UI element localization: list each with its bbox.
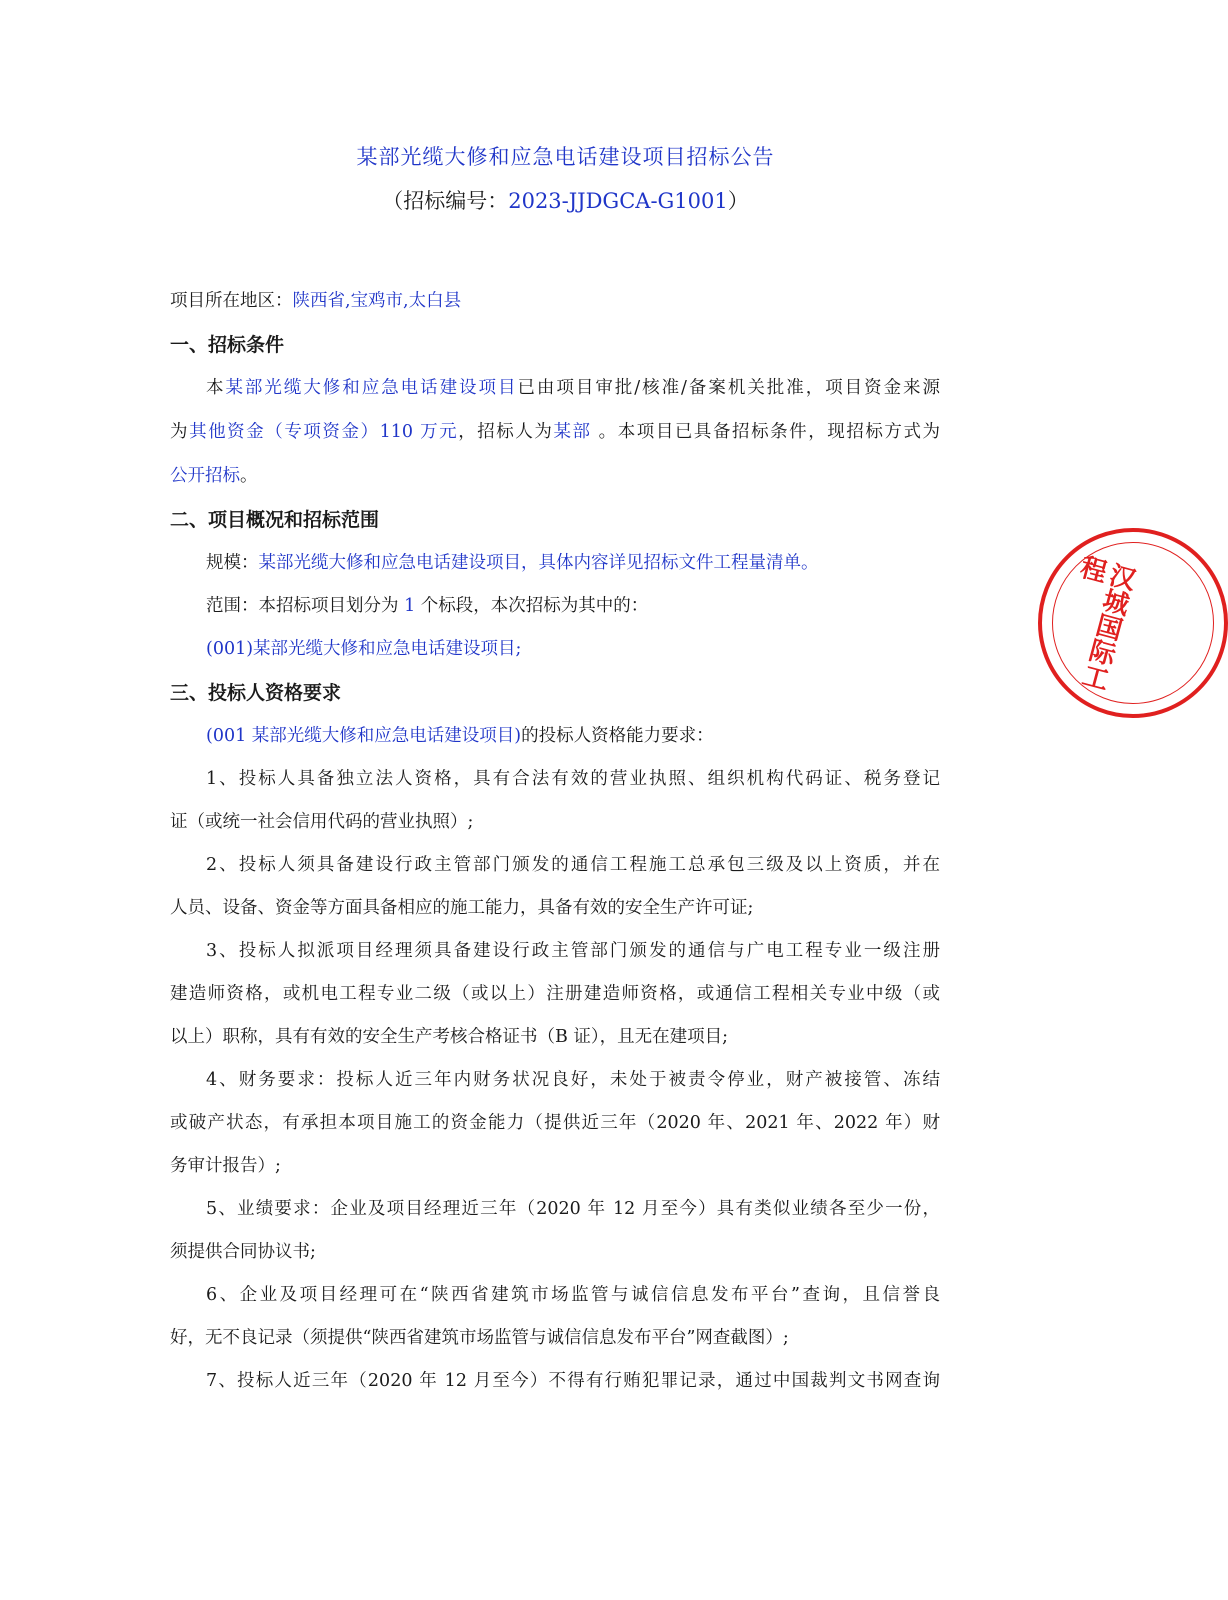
s1-text-tenderer: ，招标人为 <box>458 422 554 442</box>
location-value: 陕西省,宝鸡市,太白县 <box>292 291 462 311</box>
req-4-line-2: 或破产状态，有承担本项目施工的资金能力（提供近三年（2020 年、2021 年、2022 年）财 <box>170 1113 940 1133</box>
s1-project-name: 某部光缆大修和应急电话建设项目 <box>225 378 518 398</box>
document-title: 某部光缆大修和应急电话建设项目招标公告 <box>356 145 775 169</box>
document-body <box>170 288 940 1395</box>
s1-text-a: 本 <box>206 378 226 398</box>
req-6-line-1: 6、企业及项目经理可在“陕西省建筑市场监管与诚信信息发布平台”查询，且信誉良 <box>206 1285 940 1305</box>
s2-scale-value: 某部光缆大修和应急电话建设项目，具体内容详见招标文件工程量清单。 <box>258 553 819 573</box>
s2-lot-count: 1 <box>404 596 416 616</box>
s1-fund-source: 其他资金（专项资金）110 万元 <box>189 422 459 442</box>
s1-tenderer: 某部 <box>553 422 592 442</box>
s2-scale-label: 规模： <box>206 553 259 573</box>
req-6-line-2: 好，无不良记录（须提供“陕西省建筑市场监管与诚信信息发布平台”网查截图）; <box>170 1328 789 1348</box>
req-3-line-1: 3、投标人拟派项目经理须具备建设行政主管部门颁发的通信与广电工程专业一级注册 <box>206 941 940 961</box>
location-label: 项目所在地区： <box>170 291 293 311</box>
s2-lot-line: (001)某部光缆大修和应急电话建设项目; <box>206 639 522 659</box>
tender-code-value: 2023-JJDGCA-G1001 <box>508 189 728 213</box>
req-2-line-1: 2、投标人须具备建设行政主管部门颁发的通信工程施工总承包三级及以上资质，并在 <box>206 855 940 875</box>
req-2-line-2: 人员、设备、资金等方面具备相应的施工能力，具备有效的安全生产许可证; <box>170 898 754 918</box>
section-3-heading: 三、投标人资格要求 <box>170 682 342 704</box>
s2-range-line <box>170 593 940 620</box>
s1-text-c: 已由项目审批/核准/备案机关批准，项目资金来源 <box>517 378 941 398</box>
s1-text-ready: 。本项目已具备招标条件，现招标方式为 <box>591 422 941 442</box>
s1-text-wei: 为 <box>170 422 190 442</box>
location-line <box>170 288 940 315</box>
tender-code-label: （招标编号： <box>382 189 509 213</box>
s3-intro-lot: (001 某部光缆大修和应急电话建设项目) <box>206 726 522 746</box>
req-3-line-3: 以上）职称，具有有效的安全生产考核合格证书（B 证），且无在建项目; <box>170 1027 729 1047</box>
company-seal <box>1038 528 1228 718</box>
s1-line-3 <box>170 463 940 490</box>
s1-tender-method: 公开招标 <box>170 466 240 486</box>
s1-period: 。 <box>240 466 258 486</box>
section-2-heading: 二、项目概况和招标范围 <box>170 509 380 531</box>
req-5-line-1: 5、业绩要求：企业及项目经理近三年（2020 年 12 月至今）具有类似业绩各至少一份， <box>206 1199 940 1219</box>
req-5-line-2: 须提供合同协议书; <box>170 1242 316 1262</box>
s2-range-a: 范围：本招标项目划分为 <box>206 596 399 616</box>
req-3-line-2: 建造师资格，或机电工程专业二级（或以上）注册建造师资格，或通信工程相关专业中级（或 <box>170 984 940 1004</box>
s2-scale-line <box>170 550 940 577</box>
tender-code-close: ） <box>727 189 749 213</box>
req-4-line-3: 务审计报告）; <box>170 1156 281 1176</box>
s3-intro-line <box>170 723 940 750</box>
s3-intro-text: 的投标人资格能力要求： <box>521 726 714 746</box>
seal-text: 汉城国际工程 <box>1073 551 1139 693</box>
req-7-line-1: 7、投标人近三年（2020 年 12 月至今）不得有行贿犯罪记录，通过中国裁判文书网查询 <box>206 1371 940 1391</box>
tender-code-line <box>0 186 1131 216</box>
req-4-line-1: 4、财务要求：投标人近三年内财务状况良好，未处于被责令停业，财产被接管、冻结 <box>206 1070 940 1090</box>
s1-line-1 <box>170 375 940 402</box>
req-1-line-1: 1、投标人具备独立法人资格，具有合法有效的营业执照、组织机构代码证、税务登记 <box>206 769 940 789</box>
section-1-heading: 一、招标条件 <box>170 334 285 356</box>
s2-range-c: 个标段，本次招标为其中的： <box>420 596 649 616</box>
req-1-line-2: 证（或统一社会信用代码的营业执照）; <box>170 812 474 832</box>
s1-line-2 <box>170 419 940 446</box>
